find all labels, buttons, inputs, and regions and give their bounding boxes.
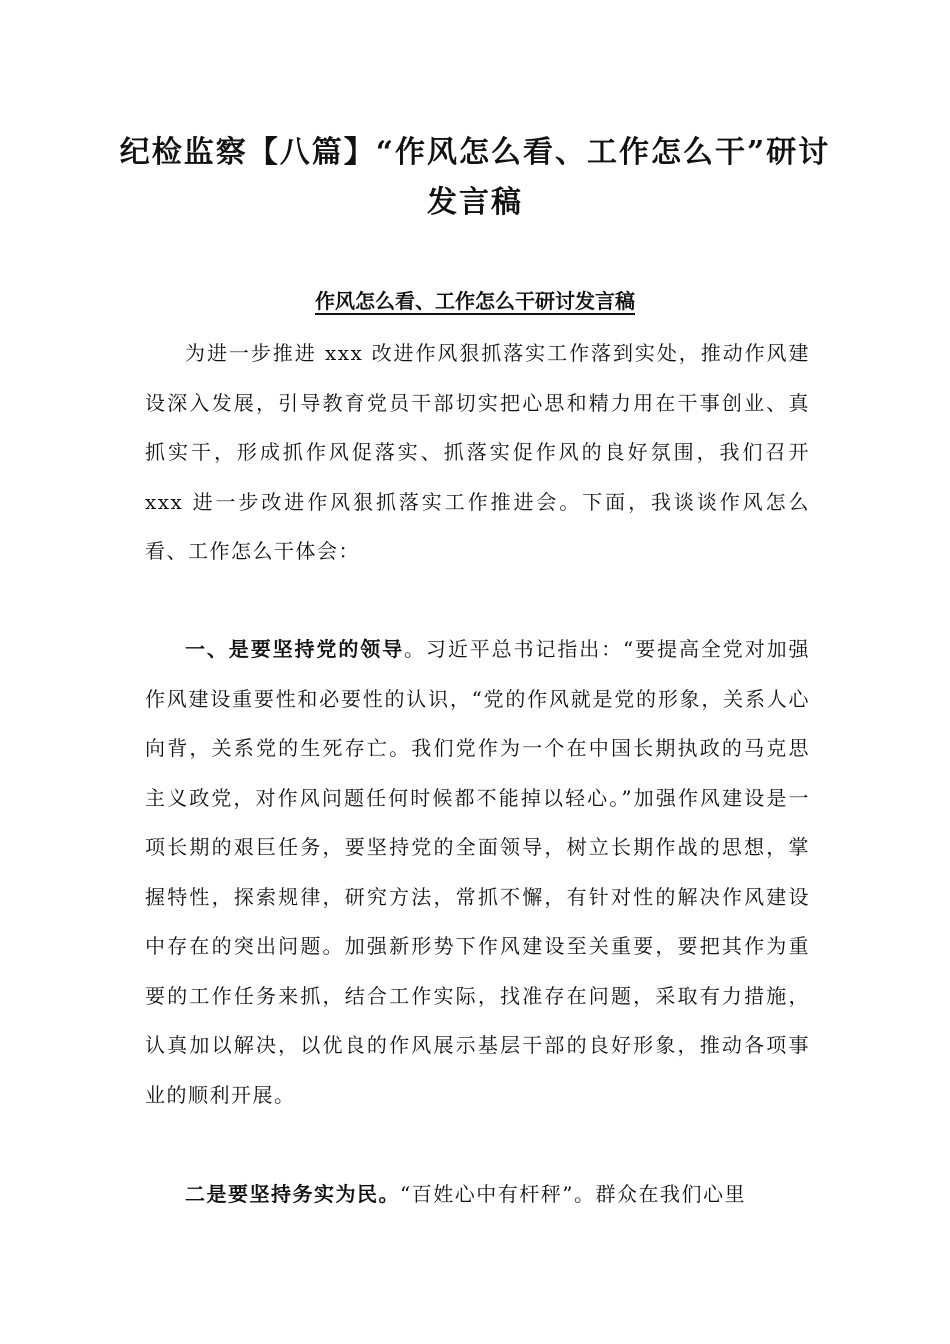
title-line-1: 纪检监察【八篇】“作风怎么看、工作怎么干”研讨 xyxy=(119,135,831,170)
section-1-paragraph xyxy=(145,625,810,1120)
section-1-body: 。习近平总书记指出：“要提高全党对加强作风建设重要性和必要性的认识，“党的作风就是党的形象，关系人心向背，关系党的生死存亡。我们党作为一个在中国长期执政的马克思主义政党，对作风问题任何时候都不能掉以轻心。”加强作风建设是一项长期的艰巨任务，要坚持党的全面领导，树立长期作战的思想，掌握特性，探索规律，研究方法，常抓不懈，有针对性的解决作风建设中存在的突出问题。加强新形势下作风建设至关重要，要把其作为重要的工作任务来抓，结合工作实际，找准存在问题，采取有力措施，认真加以解决，以优良的作风展示基层干部的良好形象，推动各项事业的顺利开展。 xyxy=(145,637,810,1107)
section-2-heading: 二是要坚持务实为民。 xyxy=(185,1182,400,1206)
section-1-heading: 一、是要坚持党的领导 xyxy=(185,637,405,661)
document-title xyxy=(100,128,850,228)
section-2-paragraph xyxy=(145,1170,810,1220)
intro-paragraph: 为进一步推进 xxx 改进作风狠抓落实工作落到实处，推动作风建设深入发展，引导教育党员干部切实把心思和精力用在干事创业、真抓实干，形成抓作风促落实、抓落实促作风的良好氛围，我们召开 xxx 进一步改进作风狠抓落实工作推进会。下面，我谈谈作风怎么看、工作怎么干体会： xyxy=(145,341,810,563)
section-subtitle xyxy=(145,284,805,318)
subtitle-text: 作风怎么看、工作怎么干研讨发言稿 xyxy=(315,289,635,313)
title-line-2: 发言稿 xyxy=(427,185,523,220)
section-2-body: “百姓心中有杆秤”。群众在我们心里 xyxy=(400,1182,746,1206)
